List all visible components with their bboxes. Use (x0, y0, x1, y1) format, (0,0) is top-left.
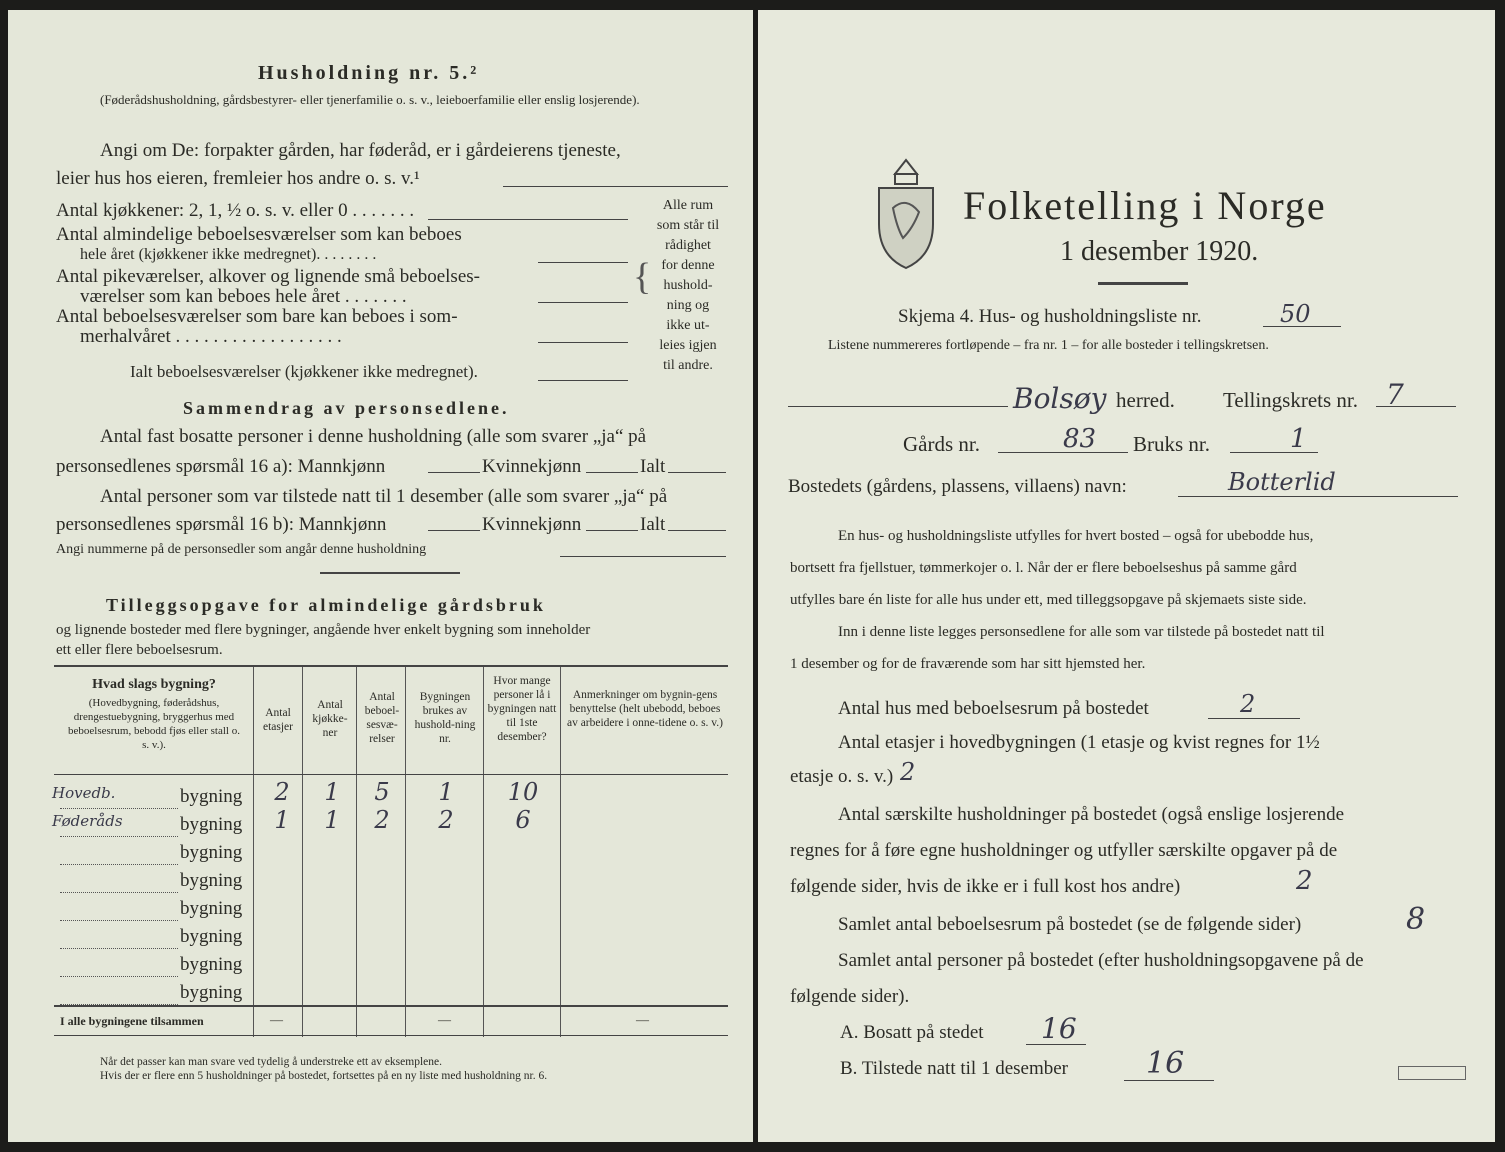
total-etasjer: — (270, 1012, 283, 1027)
angi-line2: leier hus hos eieren, fremleier hos andre o. s. v.¹ (56, 168, 420, 189)
q-a: A. Bosatt på stedet (840, 1022, 984, 1043)
coat-of-arms-icon (873, 152, 939, 272)
angi-line1: Angi om De: forpakter gården, har føderåd, er i gårdeierens tjeneste, (100, 140, 621, 161)
liste-nr: 50 (1280, 300, 1311, 328)
a-a: 16 (1041, 1012, 1077, 1045)
q-som1: Antal beboelsesværelser som bare kan beboes i som- (56, 306, 458, 327)
sam1b: personsedlenes spørsmål 16 a): Mannkjønn (56, 456, 386, 477)
footnote2: Hvis der er flere enn 5 husholdninger på bostedet, fortsettes på en ny liste med husholdning nr. 6. (100, 1070, 548, 1082)
para2b: 1 desember og for de fraværende som har sitt hjemsted her. (790, 656, 1146, 672)
th-type-sub: (Hovedbygning, føderådshus, drengestuebygning, bryggerhus med beboelsesrum, bebodd fjøs eller stall o. s. v.). (68, 697, 240, 751)
brace-icon: { (633, 256, 652, 298)
para1a: En hus- og husholdningsliste utfylles for hvert bosted – også for ubebodde hus, (838, 528, 1314, 544)
q-pike1: Antal pikeværelser, alkover og lignende små beboelses- (56, 266, 480, 287)
tillegg-sub2: ett eller flere beboelsesrum. (56, 642, 223, 658)
krets-nr: 7 (1386, 378, 1404, 411)
herred-value: Bolsøy (1013, 382, 1107, 415)
row-bygning-label: bygning (180, 870, 243, 891)
tellingskrets-label: Tellingskrets nr. (1223, 388, 1359, 412)
a-sars: 2 (1296, 866, 1313, 896)
th-personer: Hvor mange personer lå i bygningen natt til 1ste desember? (487, 675, 557, 743)
bosted-navn: Botterlid (1228, 468, 1336, 496)
q-alm2: hele året (kjøkkener ikke medregnet). . . . . . . . (80, 246, 377, 263)
q-etasjer1: Antal etasjer i hovedbygningen (1 etasje og kvist regnes for 1½ (838, 732, 1320, 753)
q-samlet-pers1: Samlet antal personer på bostedet (efter husholdningsopgavene på de (838, 950, 1364, 971)
sam2a: Antal personer som var tilstede natt til 1 desember (alle som svarer „ja“ på (100, 486, 668, 507)
th-kjokkener: Antal kjøkke-ner (312, 699, 348, 739)
q-pike2: værelser som kan beboes hele året . . . . . . . (80, 286, 407, 307)
q-hus: Antal hus med beboelsesrum på bostedet (838, 698, 1149, 719)
side-note: Alle rum som står til rådighet for denne hushold- ning og ikke ut- leies igjen til andre. (656, 198, 720, 373)
a-etasjer: 2 (900, 758, 916, 786)
husholdning-subtitle: (Føderådshusholdning, gårdsbestyrer- eller tjenerfamilie o. s. v., leieboerfamilie eller enslig losjerende). (100, 92, 640, 107)
total-husholdning: — (438, 1012, 451, 1027)
ialt2: Ialt (640, 514, 666, 535)
row-bygning-label: bygning (180, 954, 243, 975)
q-b: B. Tilstede natt til 1 desember (840, 1058, 1068, 1079)
row-cell-etasjer: 2 (274, 778, 290, 806)
q-etasjer2: etasje o. s. v.) (790, 766, 894, 787)
printer-stamp (1398, 1066, 1466, 1080)
tillegg-title: Tilleggsopgave for almindelige gårdsbruk (106, 595, 546, 615)
th-type-title: Hvad slags bygning? (92, 677, 216, 692)
row-cell-kjokken: 1 (324, 806, 340, 834)
angi-nummerne: Angi nummerne på de personsedler som angår denne husholdning (56, 542, 427, 557)
total-anmerkninger: — (636, 1012, 649, 1027)
th-anmerkninger: Anmerkninger om bygnin-gens benyttelse (helt ubebodd, beboes av arbeidere i onne-tidene o. s. v.) (566, 689, 724, 729)
para1c: utfylles bare én liste for alle hus under ett, med tilleggsopgave på skjemaets siste side. (790, 592, 1307, 608)
ialt1: Ialt (640, 456, 666, 477)
footnote1: Når det passer kan man svare ved tydelig å understreke ett av eksemplene. (100, 1056, 442, 1068)
q-samlet-pers2: følgende sider). (790, 986, 910, 1007)
row-cell-rum: 2 (374, 806, 390, 834)
row-cell-rum: 5 (374, 778, 390, 806)
row-cell-pers: 6 (515, 806, 531, 834)
skjema-label: Skjema 4. Hus- og husholdningsliste nr. (898, 306, 1202, 327)
date: 1 desember 1920. (1060, 236, 1259, 267)
total-label: I alle bygningene tilsammen (60, 1014, 204, 1028)
main-title: Folketelling i Norge (963, 183, 1327, 228)
row-bygning-label: bygning (180, 786, 243, 807)
row-bygning-label: bygning (180, 898, 243, 919)
th-etasjer: Antal etasjer (262, 707, 293, 733)
row-bygning-label: bygning (180, 926, 243, 947)
para2a: Inn i denne liste legges personsedlene for alle som var tilstede på bostedet natt til (838, 624, 1325, 640)
tillegg-sub1: og lignende bosteder med flere bygninger, angående hver enkelt bygning som inneholder (56, 622, 591, 638)
row-bygning-label: bygning (180, 842, 243, 863)
q-sars1: Antal særskilte husholdninger på bostedet (også enslige losjerende (838, 804, 1345, 825)
row-cell-etasjer: 1 (274, 806, 290, 834)
left-page (8, 10, 753, 1142)
sam1a: Antal fast bosatte personer i denne husholdning (alle som svarer „ja“ på (100, 426, 647, 447)
sammendrag-title: Sammendrag av personsedlene. (183, 398, 510, 418)
row-cell-kjokken: 1 (324, 778, 340, 806)
gards-nr: 83 (1063, 424, 1097, 454)
row-building-type: Hovedb. (52, 784, 116, 802)
row-building-type: Føderåds (52, 812, 123, 830)
row-bygning-label: bygning (180, 982, 243, 1003)
q-ialt: Ialt beboelsesværelser (kjøkkener ikke medregnet). (130, 362, 478, 381)
q-alm1: Antal almindelige beboelsesværelser som kan beboes (56, 224, 462, 245)
th-husholdning: Bygningen brukes av hushold-ning nr. (414, 691, 476, 745)
a-hus: 2 (1240, 690, 1256, 718)
q-samlet-rum: Samlet antal beboelsesrum på bostedet (se de følgende sider) (838, 914, 1302, 935)
bruks-label: Bruks nr. (1133, 432, 1211, 456)
kvinne1: Kvinnekjønn (482, 456, 582, 477)
row-bygning-label: bygning (180, 814, 243, 835)
q-sars3: følgende sider, hvis de ikke er i full kost hos andre) (790, 876, 1181, 897)
row-cell-hush: 1 (438, 778, 454, 806)
a-b: 16 (1146, 1046, 1185, 1081)
th-rum: Antal beboel-sesvæ-relser (364, 691, 400, 745)
kvinne2: Kvinnekjønn (482, 514, 582, 535)
para1b: bortsett fra fjellstuer, tømmerkojer o. l. Når der er flere beboelseshus på samme gård (790, 560, 1297, 576)
row-cell-pers: 10 (507, 778, 539, 806)
husholdning-title: Husholdning nr. 5.² (258, 62, 480, 84)
q-kjokkener: Antal kjøkkener: 2, 1, ½ o. s. v. eller 0 . . . . . . . (56, 200, 415, 221)
q-som2: merhalvåret . . . . . . . . . . . . . . . . . . (80, 326, 342, 347)
a-samlet-rum: 8 (1406, 902, 1426, 937)
q-sars2: regnes for å føre egne husholdninger og utfyller særskilte opgaver på de (790, 840, 1338, 861)
listene-note: Listene nummereres fortløpende – fra nr. 1 – for alle bosteder i tellingskretsen. (828, 338, 1269, 353)
sam2b: personsedlenes spørsmål 16 b): Mannkjønn (56, 514, 387, 535)
bostedets-label: Bostedets (gårdens, plassens, villaens) navn: (788, 476, 1127, 497)
gards-label: Gårds nr. (903, 432, 980, 456)
herred-label: herred. (1116, 388, 1175, 412)
right-page (758, 10, 1495, 1142)
bruks-nr: 1 (1290, 424, 1307, 454)
row-cell-hush: 2 (438, 806, 454, 834)
